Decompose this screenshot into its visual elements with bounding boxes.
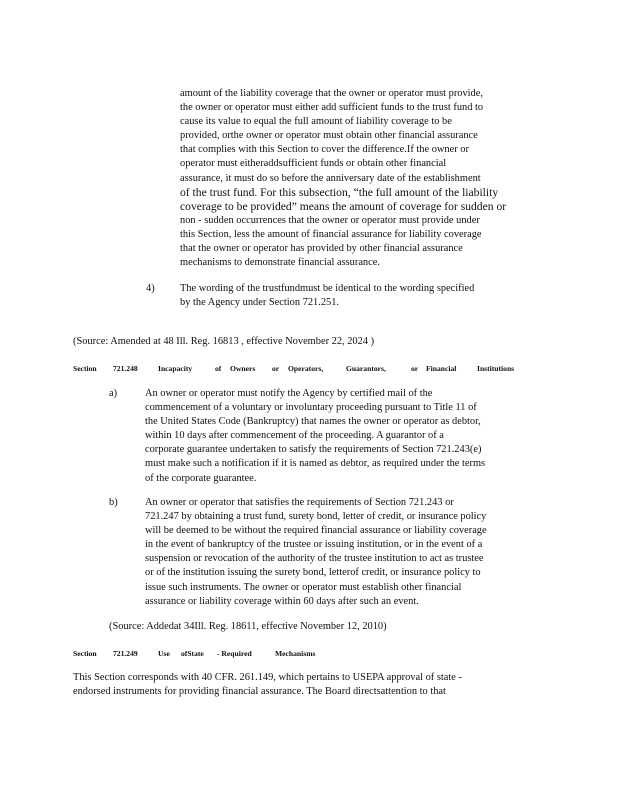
text-line: the United States Code (Bankruptcy) that names the owner or operator as debtor, — [145, 416, 481, 428]
item-a-text — [145, 387, 535, 486]
text-line: commencement of a voluntary or involuntary proceeding pursuant to Title 11 of — [145, 402, 477, 414]
source-note-1: (Source: Amended at 48 Ill. Reg. 16813 , effective November 22, 2024 ) — [73, 336, 375, 347]
text-line: An owner or operator must notify the Agency by certified mail of the — [145, 388, 433, 399]
text-line: in the event of bankruptcy of the trustee or issuing institution, or in the event of a — [145, 539, 483, 551]
item-a-number: a) — [109, 388, 118, 399]
heading-word: Incapacity — [158, 364, 193, 373]
text-line: amount of the liability coverage that the owner or operator must provide, — [180, 88, 483, 99]
text-line: suspension or revocation of the authority of the trustee institution to act as trustee — [145, 553, 484, 565]
heading-word: 721.248 — [113, 364, 138, 373]
heading-word: 721.249 — [113, 649, 138, 658]
item-b-text — [145, 496, 537, 609]
text-line: cause its value to equal the full amount of liability coverage to be — [180, 116, 452, 128]
text-line: by the Agency under Section 721.251. — [180, 297, 340, 309]
heading-word: Operators, — [288, 364, 324, 373]
heading-word: - Required — [217, 649, 252, 658]
text-line: This Section corresponds with 40 CFR. 261.149, which pertains to USEPA approval of state - — [73, 672, 462, 683]
heading-word: ofState — [181, 649, 204, 658]
text-line: that complies with this Section to cover the difference.If the owner or — [180, 144, 469, 156]
text-line: assurance or liability coverage within 60 days after such an event. — [145, 595, 419, 607]
heading-word: Section — [73, 649, 97, 658]
heading-word: Institutions — [477, 364, 515, 373]
source-note-2: (Source: Addedat 34Ill. Reg. 18611, effective November 12, 2010) — [109, 621, 387, 632]
text-line: An owner or operator that satisfies the requirements of Section 721.243 or — [145, 497, 454, 508]
text-line: endorsed instruments for providing financial assurance. The Board directsattention to that — [73, 686, 446, 698]
heading-word: Owners — [230, 364, 256, 373]
text-line: issue such instruments. The owner or operator must establish other financial — [145, 581, 462, 593]
text-line: 721.247 by obtaining a trust fund, surety bond, letter of credit, or insurance policy — [145, 511, 487, 523]
heading-word: of — [215, 364, 222, 373]
item-4-number: 4) — [146, 283, 155, 294]
text-line: mechanisms to demonstrate financial assurance. — [180, 257, 380, 269]
heading-word: Guarantors, — [346, 364, 386, 373]
heading-word: Financial — [426, 364, 457, 373]
heading-word: or — [411, 364, 419, 373]
text-line: this Section, less the amount of financial assurance for liability coverage — [180, 228, 482, 240]
text-line: that the owner or operator has provided by other financial assurance — [180, 243, 463, 255]
text-line: operator must eitheraddsufficient funds or obtain other financial — [180, 158, 447, 170]
text-line: assurance, it must do so before the anniversary date of the establishment — [180, 172, 481, 184]
heading-word: Mechanisms — [275, 649, 316, 658]
emphasis-line: of the trust fund. For this subsection, “the full amount of the liability — [180, 185, 499, 199]
text-line: the owner or operator must either add sufficient funds to the trust fund to — [180, 102, 484, 114]
carryover-paragraph — [180, 87, 530, 270]
emphasis-line: coverage to be provided” means the amount of coverage for sudden or — [180, 199, 507, 213]
text-line: non - sudden occurrences that the owner or operator must provide under — [180, 214, 480, 226]
text-line: of the corporate guarantee. — [145, 472, 257, 484]
heading-word: or — [272, 364, 280, 373]
text-line: corporate guarantee undertaken to satisfy the requirements of Section 721.243(e) — [145, 444, 482, 456]
heading-word: Section — [73, 364, 97, 373]
item-b-number: b) — [109, 497, 118, 508]
text-line: will be deemed to be without the required financial assurance or liability coverage — [145, 525, 487, 537]
text-line: or of the institution issuing the surety bond, letterof credit, or insurance policy to — [145, 567, 481, 579]
item-4-text — [180, 282, 516, 310]
text-line: provided, orthe owner or operator must obtain other financial assurance — [180, 130, 478, 142]
text-line: must make such a notification if it is named as debtor, as required under the terms — [145, 458, 486, 470]
text-line: within 10 days after commencement of the proceeding. A guarantor of a — [145, 430, 444, 442]
text-line: The wording of the trustfundmust be identical to the wording specified — [180, 283, 475, 294]
heading-word: Use — [158, 649, 170, 658]
closing-paragraph — [73, 671, 519, 699]
